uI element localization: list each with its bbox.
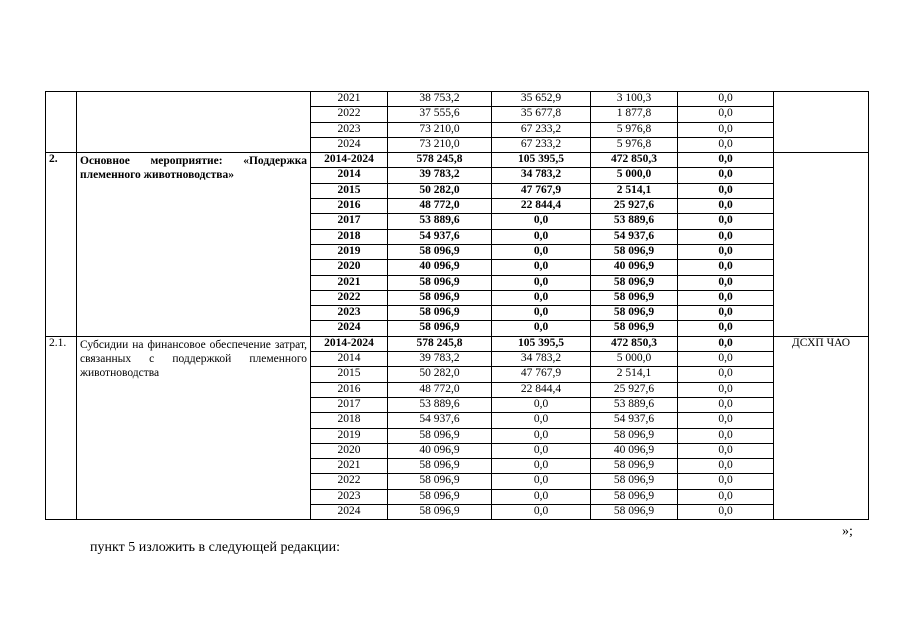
federal-cell: 0,0	[492, 244, 591, 259]
other-cell: 0,0	[678, 321, 774, 336]
federal-cell: 0,0	[492, 459, 591, 474]
year-cell: 2018	[311, 229, 388, 244]
total-cell: 58 096,9	[388, 275, 492, 290]
regional-cell: 54 937,6	[591, 229, 678, 244]
other-cell: 0,0	[678, 153, 774, 168]
total-cell: 40 096,9	[388, 443, 492, 458]
other-cell: 0,0	[678, 443, 774, 458]
federal-cell: 22 844,4	[492, 199, 591, 214]
table-body	[46, 92, 869, 520]
total-cell: 58 096,9	[388, 321, 492, 336]
regional-cell: 5 000,0	[591, 168, 678, 183]
regional-cell: 472 850,3	[591, 336, 678, 351]
federal-cell: 0,0	[492, 505, 591, 520]
other-cell: 0,0	[678, 474, 774, 489]
closing-quote-mark: »;	[842, 524, 853, 539]
federal-cell: 105 395,5	[492, 336, 591, 351]
regional-cell: 58 096,9	[591, 428, 678, 443]
total-cell: 40 096,9	[388, 260, 492, 275]
year-cell: 2022	[311, 474, 388, 489]
total-cell: 58 096,9	[388, 489, 492, 504]
other-cell: 0,0	[678, 382, 774, 397]
federal-cell: 47 767,9	[492, 183, 591, 198]
other-cell: 0,0	[678, 168, 774, 183]
other-cell: 0,0	[678, 367, 774, 382]
other-cell: 0,0	[678, 107, 774, 122]
number-cell	[46, 92, 77, 153]
number-cell: 2.	[46, 153, 77, 337]
other-cell: 0,0	[678, 92, 774, 107]
total-cell: 37 555,6	[388, 107, 492, 122]
year-cell: 2023	[311, 489, 388, 504]
year-cell: 2014	[311, 168, 388, 183]
year-cell: 2020	[311, 260, 388, 275]
federal-cell: 22 844,4	[492, 382, 591, 397]
name-cell: Основное мероприятие: «Поддержка племенного животноводства»	[77, 153, 311, 337]
federal-cell: 105 395,5	[492, 153, 591, 168]
year-cell: 2022	[311, 107, 388, 122]
year-cell: 2014-2024	[311, 336, 388, 351]
total-cell: 54 937,6	[388, 413, 492, 428]
other-cell: 0,0	[678, 260, 774, 275]
year-cell: 2019	[311, 428, 388, 443]
year-cell: 2024	[311, 505, 388, 520]
regional-cell: 54 937,6	[591, 413, 678, 428]
regional-cell: 58 096,9	[591, 275, 678, 290]
year-cell: 2024	[311, 321, 388, 336]
other-cell: 0,0	[678, 244, 774, 259]
regional-cell: 53 889,6	[591, 397, 678, 412]
year-cell: 2021	[311, 92, 388, 107]
total-cell: 58 096,9	[388, 474, 492, 489]
total-cell: 578 245,8	[388, 153, 492, 168]
number-cell: 2.1.	[46, 336, 77, 520]
other-cell: 0,0	[678, 336, 774, 351]
regional-cell: 58 096,9	[591, 459, 678, 474]
total-cell: 54 937,6	[388, 229, 492, 244]
total-cell: 38 753,2	[388, 92, 492, 107]
budget-table	[45, 91, 869, 520]
other-cell: 0,0	[678, 275, 774, 290]
federal-cell: 47 767,9	[492, 367, 591, 382]
other-cell: 0,0	[678, 183, 774, 198]
other-cell: 0,0	[678, 137, 774, 152]
total-cell: 58 096,9	[388, 290, 492, 305]
total-cell: 578 245,8	[388, 336, 492, 351]
total-cell: 58 096,9	[388, 244, 492, 259]
other-cell: 0,0	[678, 352, 774, 367]
regional-cell: 58 096,9	[591, 505, 678, 520]
amendment-paragraph: пункт 5 изложить в следующей редакции:	[90, 540, 340, 555]
total-cell: 50 282,0	[388, 183, 492, 198]
federal-cell: 0,0	[492, 443, 591, 458]
federal-cell: 0,0	[492, 489, 591, 504]
other-cell: 0,0	[678, 428, 774, 443]
year-cell: 2021	[311, 459, 388, 474]
federal-cell: 67 233,2	[492, 122, 591, 137]
total-cell: 53 889,6	[388, 214, 492, 229]
other-cell: 0,0	[678, 413, 774, 428]
regional-cell: 58 096,9	[591, 290, 678, 305]
regional-cell: 25 927,6	[591, 199, 678, 214]
federal-cell: 0,0	[492, 214, 591, 229]
year-cell: 2017	[311, 397, 388, 412]
regional-cell: 58 096,9	[591, 244, 678, 259]
year-cell: 2018	[311, 413, 388, 428]
other-cell: 0,0	[678, 489, 774, 504]
year-cell: 2023	[311, 306, 388, 321]
regional-cell: 40 096,9	[591, 260, 678, 275]
total-cell: 58 096,9	[388, 505, 492, 520]
federal-cell: 0,0	[492, 321, 591, 336]
federal-cell: 35 652,9	[492, 92, 591, 107]
table-row	[46, 92, 869, 107]
federal-cell: 0,0	[492, 413, 591, 428]
federal-cell: 0,0	[492, 229, 591, 244]
regional-cell: 5 976,8	[591, 122, 678, 137]
total-cell: 58 096,9	[388, 428, 492, 443]
executor-cell	[774, 153, 869, 337]
federal-cell: 35 677,8	[492, 107, 591, 122]
federal-cell: 34 783,2	[492, 168, 591, 183]
year-cell: 2017	[311, 214, 388, 229]
year-cell: 2020	[311, 443, 388, 458]
regional-cell: 40 096,9	[591, 443, 678, 458]
year-cell: 2024	[311, 137, 388, 152]
other-cell: 0,0	[678, 199, 774, 214]
other-cell: 0,0	[678, 122, 774, 137]
year-cell: 2014	[311, 352, 388, 367]
total-cell: 48 772,0	[388, 199, 492, 214]
total-cell: 48 772,0	[388, 382, 492, 397]
other-cell: 0,0	[678, 214, 774, 229]
federal-cell: 0,0	[492, 290, 591, 305]
name-cell: Субсидии на финансовое обеспечение затрат, связанных с поддержкой племенного животноводства	[77, 336, 311, 520]
regional-cell: 1 877,8	[591, 107, 678, 122]
regional-cell: 3 100,3	[591, 92, 678, 107]
executor-cell: ДСХП ЧАО	[774, 336, 869, 520]
federal-cell: 67 233,2	[492, 137, 591, 152]
federal-cell: 0,0	[492, 260, 591, 275]
year-cell: 2016	[311, 199, 388, 214]
regional-cell: 53 889,6	[591, 214, 678, 229]
federal-cell: 34 783,2	[492, 352, 591, 367]
table-row	[46, 336, 869, 351]
federal-cell: 0,0	[492, 306, 591, 321]
federal-cell: 0,0	[492, 474, 591, 489]
executor-cell	[774, 92, 869, 153]
regional-cell: 2 514,1	[591, 367, 678, 382]
regional-cell: 25 927,6	[591, 382, 678, 397]
total-cell: 73 210,0	[388, 137, 492, 152]
total-cell: 53 889,6	[388, 397, 492, 412]
regional-cell: 5 976,8	[591, 137, 678, 152]
other-cell: 0,0	[678, 306, 774, 321]
total-cell: 73 210,0	[388, 122, 492, 137]
year-cell: 2021	[311, 275, 388, 290]
other-cell: 0,0	[678, 505, 774, 520]
regional-cell: 58 096,9	[591, 321, 678, 336]
regional-cell: 58 096,9	[591, 474, 678, 489]
other-cell: 0,0	[678, 397, 774, 412]
federal-cell: 0,0	[492, 397, 591, 412]
year-cell: 2016	[311, 382, 388, 397]
year-cell: 2015	[311, 367, 388, 382]
total-cell: 58 096,9	[388, 306, 492, 321]
regional-cell: 58 096,9	[591, 306, 678, 321]
year-cell: 2019	[311, 244, 388, 259]
regional-cell: 472 850,3	[591, 153, 678, 168]
total-cell: 39 783,2	[388, 168, 492, 183]
year-cell: 2014-2024	[311, 153, 388, 168]
regional-cell: 58 096,9	[591, 489, 678, 504]
other-cell: 0,0	[678, 229, 774, 244]
regional-cell: 2 514,1	[591, 183, 678, 198]
other-cell: 0,0	[678, 459, 774, 474]
regional-cell: 5 000,0	[591, 352, 678, 367]
total-cell: 58 096,9	[388, 459, 492, 474]
name-cell	[77, 92, 311, 153]
other-cell: 0,0	[678, 290, 774, 305]
total-cell: 50 282,0	[388, 367, 492, 382]
year-cell: 2023	[311, 122, 388, 137]
year-cell: 2022	[311, 290, 388, 305]
total-cell: 39 783,2	[388, 352, 492, 367]
table-row	[46, 153, 869, 168]
federal-cell: 0,0	[492, 428, 591, 443]
year-cell: 2015	[311, 183, 388, 198]
federal-cell: 0,0	[492, 275, 591, 290]
